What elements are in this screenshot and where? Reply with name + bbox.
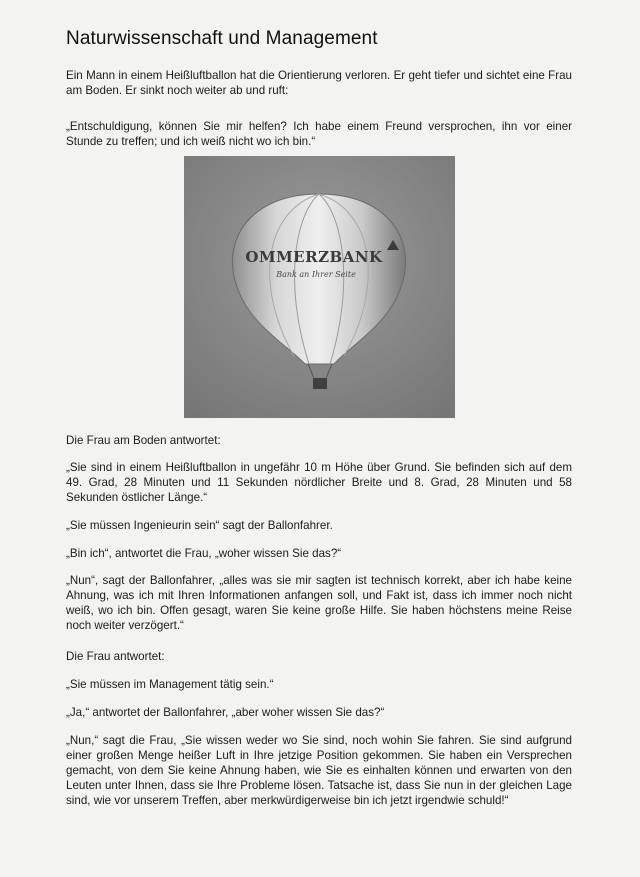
woman-answers-label: Die Frau antwortet: bbox=[66, 650, 165, 663]
balloon-brand-text: OMMERZBANK bbox=[245, 248, 383, 266]
balloon-photo bbox=[184, 156, 455, 418]
balloonist-reply: „Ja,“ antwortet der Ballonfahrer, „aber woher wissen Sie das?“ bbox=[66, 706, 385, 719]
question-paragraph: „Entschuldigung, können Sie mir helfen? Ich habe einem Freund versprochen, ihn vor einer Stunde zu treffen; und ich weiß nicht wo ich bin.“ bbox=[66, 120, 572, 148]
page-title: Naturwissenschaft und Management bbox=[66, 28, 378, 49]
balloonist-guess: „Sie müssen Ingenieurin sein“ sagt der Ballonfahrer. bbox=[66, 519, 333, 532]
balloonist-explanation: „Nun“, sagt der Ballonfahrer, „alles was sie mir sagten ist technisch korrekt, aber ich habe keine Ahnung, was ich mit Ihren Informationen anfangen soll, und Fakt ist, dass ich immer noch nicht weiß, wo ich bin. Offen gesagt, waren Sie keine große Hilfe. Sie haben höchstens meine Reise noch weiter verzögert.“ bbox=[66, 574, 572, 632]
punchline-paragraph: „Nun,“ sagt die Frau, „Sie wissen weder wo Sie sind, noch wohin Sie fahren. Sie sind aufgrund einer großen Menge heißer Luft in Ihre jetzige Position gekommen. Sie haben ein Versprechen gemacht, von dem Sie keine Ahnung haben, wie Sie es einhalten können und erwarten von den Leuten unter Ihnen, dass sie Ihre Probleme lösen. Tatsache ist, dass Sie nun in der gleichen Lage sind, wie vor unserem Treffen, aber merkwürdigerweise bin ich jetzt irgendwie schuld!“ bbox=[66, 734, 572, 807]
woman-reply: „Bin ich“, antwortet die Frau, „woher wissen Sie das?“ bbox=[66, 547, 342, 560]
balloon-illustration bbox=[184, 156, 455, 418]
answer-intro: Die Frau am Boden antwortet: bbox=[66, 434, 221, 447]
balloon-basket bbox=[313, 378, 327, 389]
answer-paragraph: „Sie sind in einem Heißluftballon in ungefähr 10 m Höhe über Grund. Sie befinden sich auf dem 49. Grad, 28 Minuten und 11 Sekunden nördlicher Breite und 8. Grad, 28 Minuten und 58 Sekunden östlicher Länge.“ bbox=[66, 461, 572, 504]
intro-paragraph: Ein Mann in einem Heißluftballon hat die Orientierung verloren. Er geht tiefer und sichtet eine Frau am Boden. Er sinkt noch weiter ab und ruft: bbox=[66, 69, 572, 97]
balloon-tagline-text: Bank an Ihrer Seite bbox=[276, 270, 356, 279]
management-guess: „Sie müssen im Management tätig sein.“ bbox=[66, 678, 274, 691]
